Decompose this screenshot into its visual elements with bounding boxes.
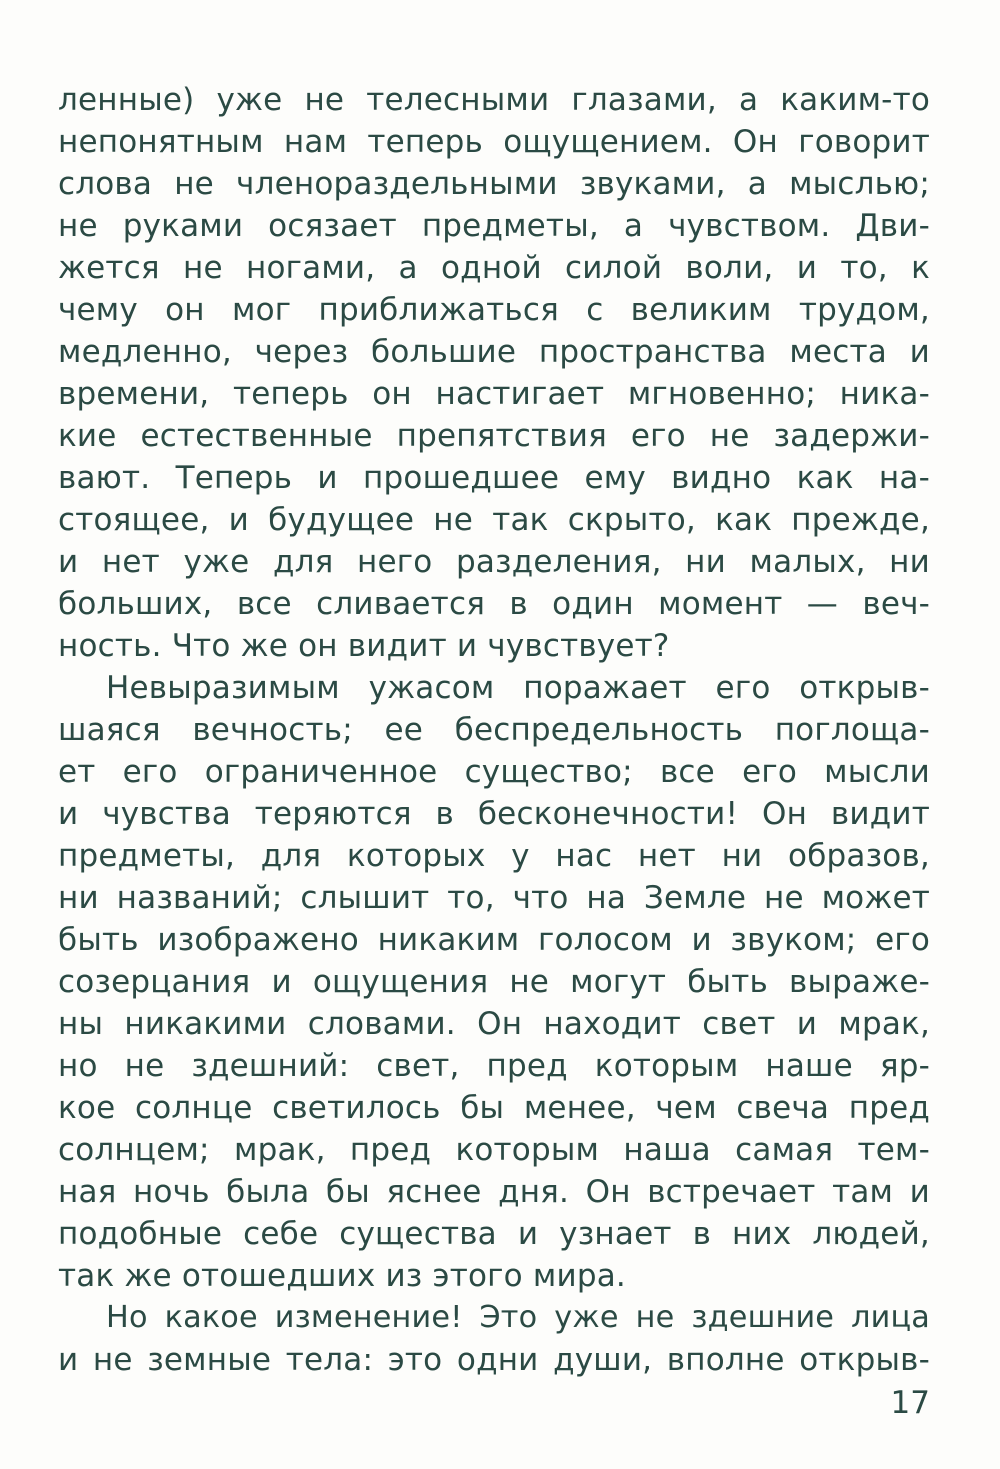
text-line: шаяся вечность; ее беспредельность поглоща- xyxy=(58,712,930,748)
text-line: жется не ногами, а одной силой воли, и то, к xyxy=(58,250,930,286)
text-line: времени, теперь он настигает мгновенно; ника- xyxy=(58,376,930,412)
page-number: 17 xyxy=(890,1385,930,1421)
text-line: больших, все сливается в один момент — веч- xyxy=(58,586,930,622)
text-line: не руками осязает предметы, а чувством. Дви- xyxy=(58,208,930,244)
paragraph-2 xyxy=(58,667,930,1297)
paragraph-1 xyxy=(58,79,930,667)
text-line: ная ночь была бы яснее дня. Он встречает там и xyxy=(58,1174,930,1210)
text-line: Невыразимым ужасом поражает его открыв- xyxy=(106,670,930,706)
text-line: вают. Теперь и прошедшее ему видно как на- xyxy=(58,460,930,496)
text-line: быть изображено никаким голосом и звуком; его xyxy=(58,922,930,958)
text-line: кое солнце светилось бы менее, чем свеча пред xyxy=(58,1090,930,1126)
text-line: созерцания и ощущения не могут быть выраже- xyxy=(58,964,930,1000)
text-line: и нет уже для него разделения, ни малых, ни xyxy=(58,544,930,580)
text-line: кие естественные препятствия его не задержи- xyxy=(58,418,930,454)
body-text xyxy=(58,79,930,1381)
text-line: непонятным нам теперь ощущением. Он говорит xyxy=(58,124,930,160)
text-line: и не земные тела: это одни души, вполне открыв- xyxy=(58,1342,930,1378)
paragraph-3 xyxy=(58,1297,930,1381)
text-line: стоящее, и будущее не так скрыто, как прежде, xyxy=(58,502,930,538)
text-line: ленные) уже не телесными глазами, а каким-то xyxy=(58,82,930,118)
text-line: так же отошедших из этого мира. xyxy=(58,1258,626,1294)
text-line: ность. Что же он видит и чувствует? xyxy=(58,628,670,664)
text-line: предметы, для которых у нас нет ни образов, xyxy=(58,838,930,874)
text-line: и чувства теряются в бесконечности! Он видит xyxy=(58,796,930,832)
text-line: медленно, через большие пространства места и xyxy=(58,334,930,370)
text-line: ни названий; слышит то, что на Земле не может xyxy=(58,880,930,916)
text-line: но не здешний: свет, пред которым наше яр- xyxy=(58,1048,930,1084)
text-line: слова не членораздельными звуками, а мыслью; xyxy=(58,166,930,202)
text-line: солнцем; мрак, пред которым наша самая тем- xyxy=(58,1132,930,1168)
text-line: чему он мог приближаться с великим трудом, xyxy=(58,292,930,328)
text-line: Но какое изменение! Это уже не здешние лица xyxy=(106,1300,930,1335)
text-line: ет его ограниченное существо; все его мысли xyxy=(58,754,930,790)
text-line: ны никакими словами. Он находит свет и мрак, xyxy=(58,1006,930,1042)
text-line: подобные себе существа и узнает в них людей, xyxy=(58,1216,930,1252)
